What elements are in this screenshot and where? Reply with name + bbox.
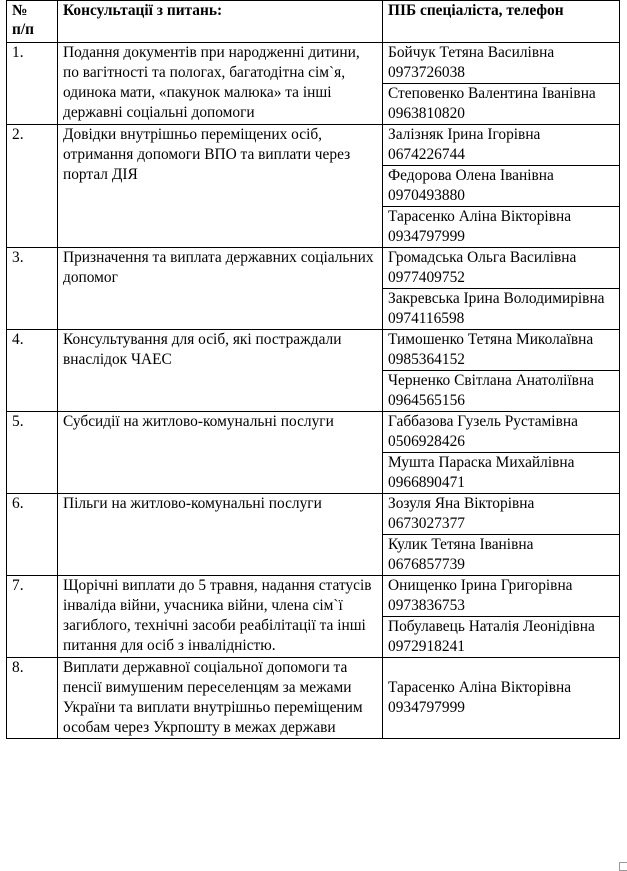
table-row (7, 412, 620, 453)
specialist-cell (383, 576, 620, 617)
specialist-phone: 0963810820 (388, 105, 465, 122)
header-topic: Консультації з питань: (58, 1, 383, 43)
specialist-cell (383, 248, 620, 289)
specialist-name: Кулик Тетяна Іванівна (388, 536, 534, 553)
specialist-phone: 0673027377 (388, 515, 465, 532)
row-number: 5. (7, 412, 58, 494)
specialist-name: Залізняк Ірина Ігорівна (388, 126, 541, 143)
row-number: 2. (7, 125, 58, 248)
row-number: 4. (7, 330, 58, 412)
specialist-phone: 0977409752 (388, 269, 465, 286)
consultation-table (6, 0, 620, 739)
specialist-phone: 0973726038 (388, 64, 465, 81)
table-row (7, 43, 620, 84)
row-number: 3. (7, 248, 58, 330)
specialist-cell (383, 371, 620, 412)
specialist-phone: 0934797999 (388, 699, 465, 716)
specialist-cell (383, 658, 620, 739)
row-topic: Довідки внутрішньо переміщених осіб, отримання допомоги ВПО та виплати через портал ДІЯ (58, 125, 383, 248)
specialist-name: Габбазова Гузель Рустамівна (388, 413, 578, 430)
specialist-cell (383, 166, 620, 207)
row-number: 6. (7, 494, 58, 576)
specialist-phone: 0966890471 (388, 474, 465, 491)
table-row (7, 125, 620, 166)
specialist-phone: 0973836753 (388, 597, 465, 614)
specialist-phone: 0970493880 (388, 187, 465, 204)
specialist-cell (383, 412, 620, 453)
specialist-phone: 0674226744 (388, 146, 465, 163)
specialist-name: Тарасенко Аліна Вікторівна (388, 679, 572, 696)
specialist-name: Закревська Ірина Володимирівна (388, 290, 605, 307)
consultation-document (6, 0, 619, 739)
specialist-name: Тимошенко Тетяна Миколаївна (388, 331, 594, 348)
table-row (7, 248, 620, 289)
specialist-cell (383, 494, 620, 535)
row-topic: Консультування для осіб, які постраждали внаслідок ЧАЕС (58, 330, 383, 412)
specialist-phone: 0964565156 (388, 392, 465, 409)
row-number: 7. (7, 576, 58, 658)
row-topic: Призначення та виплата державних соціальних допомог (58, 248, 383, 330)
specialist-cell (383, 535, 620, 576)
header-specialist: ПІБ спеціаліста, телефон (383, 1, 620, 43)
row-topic: Виплати державної соціальної допомоги та пенсії вимушеним переселенцям за межами України та виплати внутрішньо переміщеним особам через Укрпошту в межах держави (58, 658, 383, 739)
specialist-phone: 0985364152 (388, 351, 465, 368)
table-row (7, 658, 620, 739)
specialist-name: Мушта Параска Михайлівна (388, 454, 575, 471)
specialist-cell (383, 125, 620, 166)
specialist-name: Громадська Ольга Василівна (388, 249, 577, 266)
row-number: 8. (7, 658, 58, 739)
specialist-phone: 0934797999 (388, 228, 465, 245)
specialist-name: Степовенко Валентина Іванівна (388, 85, 596, 102)
row-topic: Щорічні виплати до 5 травня, надання статусів інваліда війни, учасника війни, члена сім`ї загиблого, технічні засоби реабілітації та інші питання для осіб з інвалідністю. (58, 576, 383, 658)
specialist-phone: 0506928426 (388, 433, 465, 450)
specialist-name: Зозуля Яна Вікторівна (388, 495, 535, 512)
specialist-phone: 0676857739 (388, 556, 465, 573)
specialist-name: Федорова Олена Іванівна (388, 167, 554, 184)
specialist-cell (383, 617, 620, 658)
table-row (7, 576, 620, 617)
specialist-phone: 0974116598 (388, 310, 465, 327)
specialist-cell (383, 330, 620, 371)
specialist-name: Побулавець Наталія Леонідівна (388, 618, 595, 635)
header-number: № п/п (7, 1, 58, 43)
specialist-cell (383, 43, 620, 84)
row-topic: Подання документів при народженні дитини, по вагітності та пологах, багатодітна сім`я, одинока мати, «пакунок малюка» та інші державні соціальні допомоги (58, 43, 383, 125)
specialist-name: Бойчук Тетяна Василівна (388, 44, 555, 61)
table-header-row (7, 1, 620, 43)
specialist-phone: 0972918241 (388, 638, 465, 655)
specialist-cell (383, 207, 620, 248)
specialist-name: Онищенко Ірина Григорівна (388, 577, 573, 594)
specialist-name: Черненко Світлана Анатоліївна (388, 372, 595, 389)
row-topic: Пільги на житлово-комунальні послуги (58, 494, 383, 576)
specialist-cell (383, 453, 620, 494)
specialist-cell (383, 84, 620, 125)
row-number: 1. (7, 43, 58, 125)
table-resize-handle[interactable] (619, 862, 627, 871)
row-topic: Субсидії на житлово-комунальні послуги (58, 412, 383, 494)
specialist-name: Тарасенко Аліна Вікторівна (388, 208, 572, 225)
table-row (7, 330, 620, 371)
table-row (7, 494, 620, 535)
specialist-cell (383, 289, 620, 330)
